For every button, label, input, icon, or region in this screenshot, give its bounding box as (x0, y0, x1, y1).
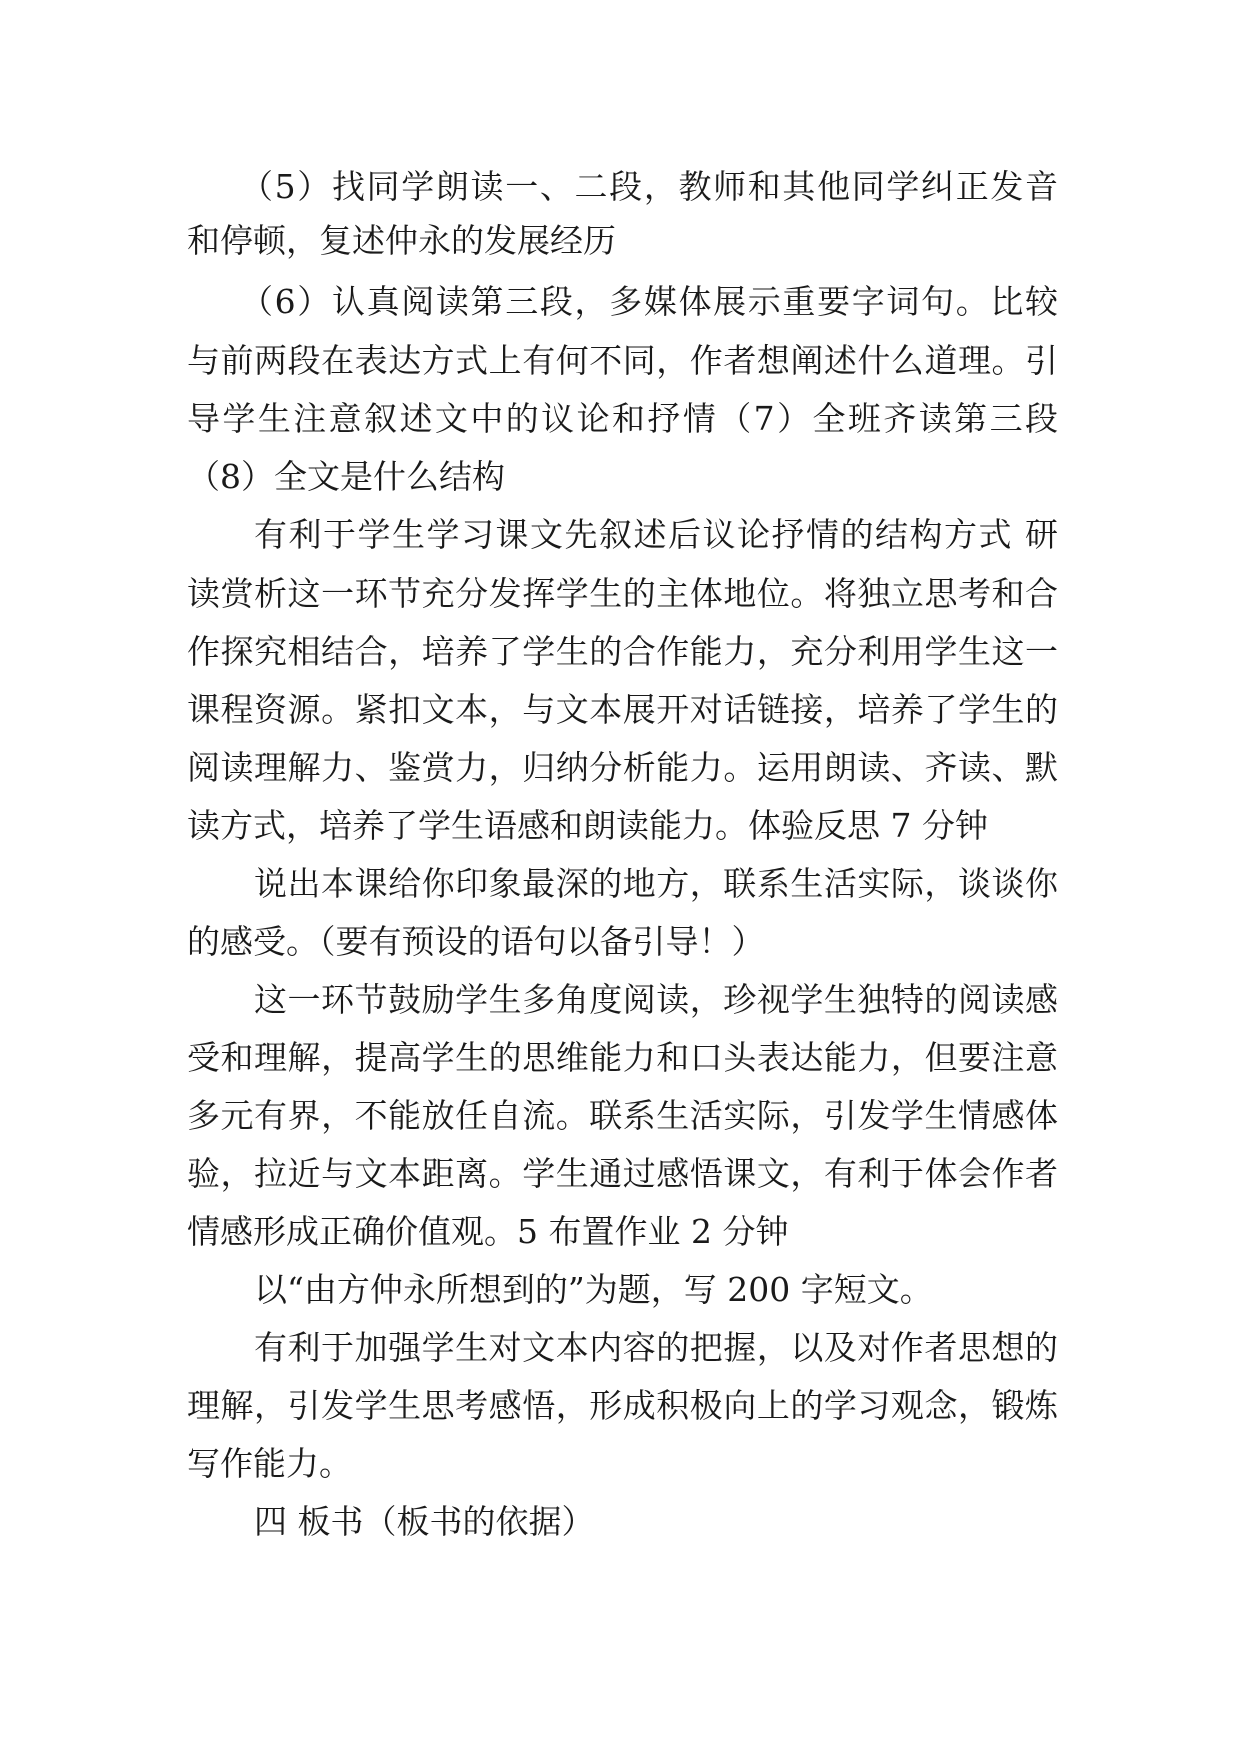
text-line: 这一环节鼓励学生多角度阅读，珍视学生独特的阅读感 (254, 980, 1058, 1019)
text-line: 与前两段在表达方式上有何不同，作者想阐述什么道理。引 (187, 341, 1058, 380)
text-line: 受和理解，提高学生的思维能力和口头表达能力，但要注意 (187, 1038, 1058, 1077)
text-line: 理解，引发学生思考感悟，形成积极向上的学习观念，锻炼 (187, 1386, 1058, 1425)
text-line: 验，拉近与文本距离。学生通过感悟课文，有利于体会作者 (187, 1154, 1058, 1193)
text-line: 课程资源。紧扣文本，与文本展开对话链接，培养了学生的 (187, 690, 1058, 729)
text-line: （5）找同学朗读一、二段，教师和其他同学纠正发音 (240, 167, 1058, 206)
text-line: 多元有界，不能放任自流。联系生活实际，引发学生情感体 (187, 1096, 1058, 1135)
text-line: 导学生注意叙述文中的议论和抒情（7）全班齐读第三段 (187, 399, 1058, 438)
text-line: 作探究相结合，培养了学生的合作能力，充分利用学生这一 (187, 632, 1058, 671)
text-line: 有利于学生学习课文先叙述后议论抒情的结构方式 研 (254, 515, 1058, 554)
text-line: 读赏析这一环节充分发挥学生的主体地位。将独立思考和合 (187, 574, 1058, 613)
text-line: 有利于加强学生对文本内容的把握，以及对作者思想的 (254, 1328, 1058, 1367)
text-line: 写作能力。 (187, 1444, 352, 1483)
text-line: 说出本课给你印象最深的地方，联系生活实际，谈谈你 (254, 864, 1058, 903)
text-line: 阅读理解力、鉴赏力，归纳分析能力。运用朗读、齐读、默 (187, 748, 1058, 787)
text-line: （6）认真阅读第三段，多媒体展示重要字词句。比较 (240, 282, 1058, 321)
text-line: 和停顿，复述仲永的发展经历 (187, 221, 616, 260)
section-heading: 四 板书（板书的依据） (254, 1502, 595, 1541)
text-line: 的感受。（要有预设的语句以备引导！） (187, 922, 765, 961)
text-line: （8）全文是什么结构 (187, 457, 505, 496)
text-line: 以“由方仲永所想到的”为题，写 200 字短文。 (254, 1270, 933, 1309)
text-line: 读方式，培养了学生语感和朗读能力。体验反思 7 分钟 (187, 806, 988, 845)
text-line: 情感形成正确价值观。5 布置作业 2 分钟 (187, 1212, 789, 1251)
